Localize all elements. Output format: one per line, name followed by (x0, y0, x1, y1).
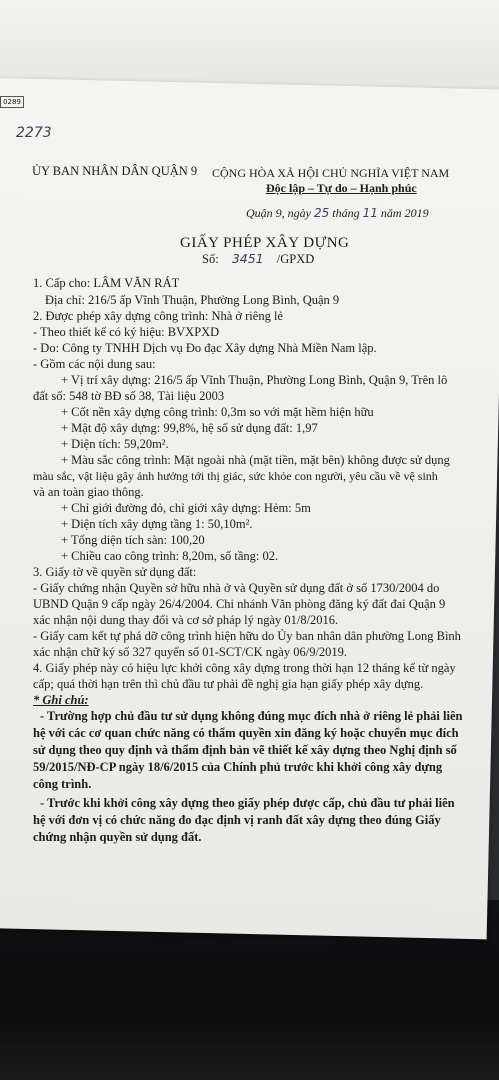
issuing-authority: ỦY BAN NHÂN DÂN QUẬN 9 (32, 164, 198, 178)
line-15: + Chỉ giới đường đỏ, chỉ giới xây dựng: Hẻm: 5m (61, 501, 311, 515)
line-6: - Gồm các nội dung sau: (33, 357, 156, 371)
line-35: chứng nhận quyền sử dụng đất. (33, 830, 202, 844)
line-30: sử dụng theo quy định và thẩm định bản vẽ thiết kế xây dựng theo Nghị định số (33, 743, 457, 757)
line-9: + Cốt nền xây dựng công trình: 0,3m so với mặt hềm hiện hữu (61, 405, 374, 419)
notes-heading: * Ghi chú: (33, 693, 89, 707)
line-20: - Giấy chứng nhận Quyền sở hữu nhà ở và Quyền sử dụng đất ở số 1730/2004 do (33, 581, 440, 595)
issue-date (246, 206, 429, 220)
line-21: UBND Quận 9 cấp ngày 26/4/2004. Chi nhánh Văn phòng đăng ký đất đai Quận 9 (33, 597, 446, 611)
line-1: 1. Cấp cho: LÂM VĂN RÁT (33, 276, 180, 290)
permit-number-value: 3451 (231, 251, 264, 266)
corner-code-box: 0289 (0, 96, 24, 108)
line-12: + Màu sắc công trình: Mặt ngoài nhà (mặt tiền, mặt bên) không được sử dụng (61, 453, 450, 467)
line-3: 2. Được phép xây dựng công trình: Nhà ở riêng lẻ (33, 309, 283, 323)
date-month-label: tháng (332, 206, 360, 220)
date-month: 11 (362, 206, 378, 220)
line-24: xác nhận chữ ký số 327 quyển số 01-SCT/CK ngày 06/9/2019. (33, 645, 348, 659)
line-2: Địa chỉ: 216/5 ấp Vĩnh Thuận, Phường Long Bình, Quận 9 (45, 293, 340, 307)
line-29: hệ với các cơ quan chức năng có thẩm quyền xin đăng ký hoặc chuyển mục đích (33, 726, 459, 740)
nation-title: CỘNG HÒA XÃ HỘI CHỦ NGHĨA VIỆT NAM (212, 166, 450, 180)
permit-number-prefix: Số: (202, 252, 219, 266)
date-prefix: Quận 9, ngày (246, 206, 311, 220)
handwritten-number: 2273 (16, 125, 52, 141)
date-day: 25 (314, 206, 330, 220)
permit-number (202, 252, 314, 266)
line-17: + Tổng diện tích sàn: 100,20 (61, 533, 205, 547)
line-16: + Diện tích xây dựng tầng 1: 50,10m². (61, 517, 253, 531)
line-22: xác nhận nội dung thay đổi và cơ sở pháp lý ngày 01/8/2016. (33, 613, 339, 627)
date-year: năm 2019 (380, 206, 429, 220)
line-11: + Diện tích: 59,20m². (61, 437, 169, 451)
permit-number-suffix: /GPXD (276, 252, 315, 266)
line-28: - Trường hợp chủ đầu tư sử dụng không đúng mục đích nhà ở riêng lẻ phải liên (40, 709, 463, 723)
line-25: 4. Giấy phép này có hiệu lực khởi công xây dựng trong thời hạn 12 tháng kể từ ngày (33, 661, 456, 675)
line-23: - Giấy cam kết tự phá dỡ công trình hiện hữu do Ủy ban nhân dân phường Long Bình (33, 629, 461, 643)
line-14: và an toàn giao thông. (33, 485, 144, 499)
line-33: - Trước khi khởi công xây dựng theo giấy phép được cấp, chủ đầu tư phải liên (40, 796, 455, 810)
document-title: GIẤY PHÉP XÂY DỰNG (180, 235, 350, 251)
line-7: + Vị trí xây dựng: 216/5 ấp Vĩnh Thuận, Phường Long Bình, Quận 9, Trên lô (61, 373, 448, 387)
line-26: cấp; quá thời hạn trên thì chủ đầu tư phải đề nghị gia hạn giấy phép xây dựng. (33, 677, 424, 691)
line-13: màu sắc, vật liệu gây ảnh hưởng tới thị giác, sức khỏe con người, yêu cầu về vệ sinh (33, 469, 438, 483)
line-34: hệ với đơn vị có chức năng đo đạc định vị ranh đất xây dựng theo đúng Giấy (33, 813, 441, 827)
line-4: - Theo thiết kế có ký hiệu: BVXPXD (33, 325, 220, 339)
motto: Độc lập – Tự do – Hạnh phúc (266, 181, 417, 195)
line-19: 3. Giấy tờ về quyền sử dụng đất: (33, 565, 197, 579)
line-10: + Mật độ xây dựng: 99,8%, hệ số sử dụng đất: 1,97 (61, 421, 318, 435)
line-31: 59/2015/NĐ-CP ngày 18/6/2015 của Chính phủ trước khi khởi công xây dựng (33, 760, 443, 774)
line-32: công trình. (33, 777, 92, 791)
line-8: đất số: 548 tờ BĐ số 38, Tài liệu 2003 (33, 389, 225, 403)
line-5: - Do: Công ty TNHH Dịch vụ Đo đạc Xây dựng Nhà Miền Nam lập. (33, 341, 377, 355)
line-18: + Chiều cao công trình: 8,20m, số tầng: 02. (61, 549, 279, 563)
